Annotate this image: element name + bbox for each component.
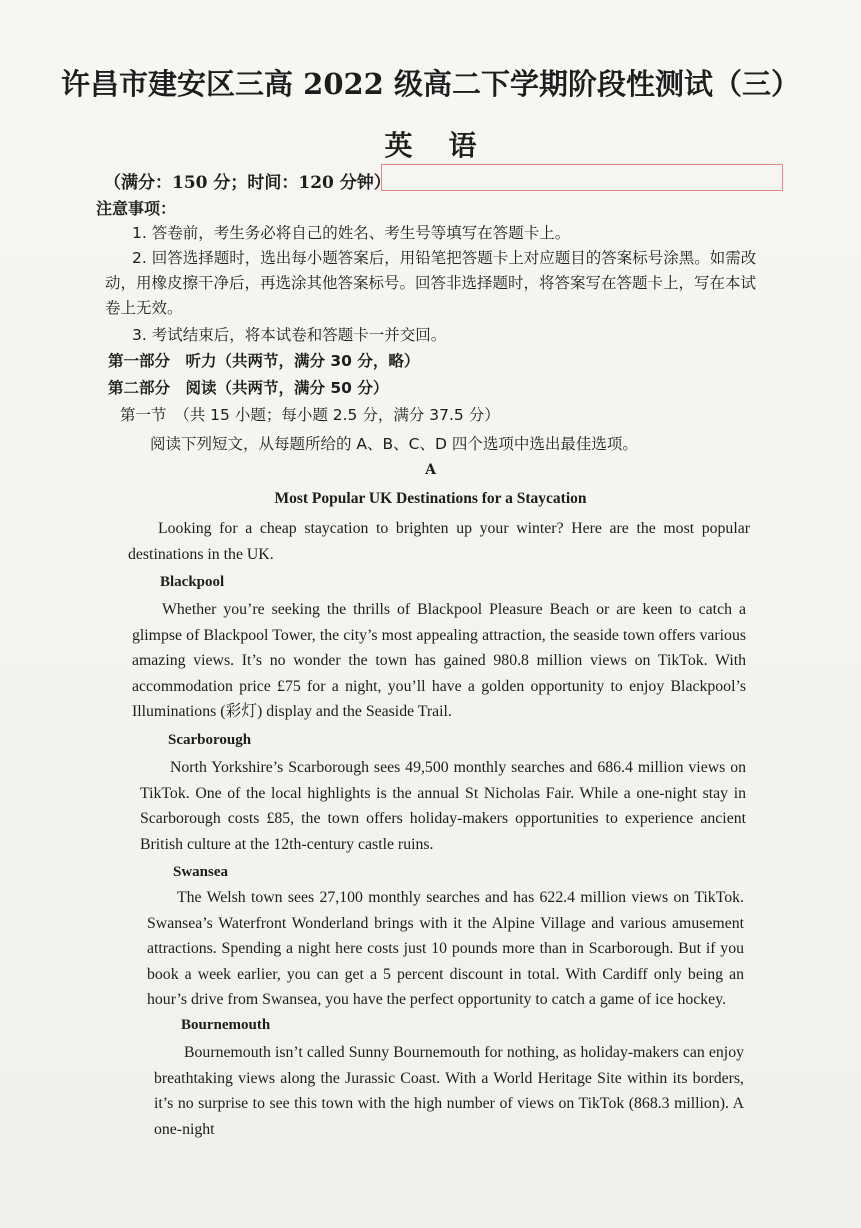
score-time-info: （满分：150 分；时间：120 分钟） — [104, 173, 391, 193]
section-body-swansea: The Welsh town sees 27,100 monthly searches and has 622.4 million views on TikTok. Swansea’s Waterfront Wonderland brings with it the Alpine Village and various amusement attractions. Spending a night here costs just 10 pounds more than in Scarborough. But if you book a week earlier, you can get a 5 percent discount in total. With Cardiff only being an hour’s drive from Swansea, you have the perfect opportunity to catch a game of ice hockey. — [147, 889, 744, 1009]
section-heading-blackpool: Blackpool — [160, 574, 225, 590]
reading-instruction: 阅读下列短文，从每题所给的 A、B、C、D 四个选项中选出最佳选项。 — [150, 435, 638, 453]
exam-title: 许昌市建安区三高 2022 级高二下学期阶段性测试（三） — [61, 67, 800, 101]
passage-title: Most Popular UK Destinations for a Staycation — [274, 490, 587, 507]
highlight-box — [381, 164, 783, 191]
part1-heading: 第一部分 听力（共两节，满分 30 分，略） — [108, 352, 420, 370]
note-item-1: 1. 答卷前，考生务必将自己的姓名、考生号等填写在答题卡上。 — [132, 224, 571, 242]
section-heading-swansea: Swansea — [173, 864, 229, 880]
note-item-2: 2. 回答选择题时，选出每小题答案后，用铅笔把答题卡上对应题目的答案标号涂黑。如需改动，用橡皮擦干净后，再选涂其他答案标号。回答非选择题时，将答案写在答题卡上，写在本试卷上无效。 — [105, 249, 757, 317]
passage-intro: Looking for a cheap staycation to brighten up your winter? Here are the most popular destinations in the UK. — [128, 520, 750, 563]
subject-title: 英语 — [384, 129, 513, 162]
section-body-bournemouth: Bournemouth isn’t called Sunny Bournemouth for nothing, as holiday-makers can enjoy breathtaking views along the Jurassic Coast. With a World Heritage Site within its borders, it’s no surprise to see this town with the high number of views on TikTok (868.3 million). A one-night — [154, 1044, 744, 1138]
section1-heading: 第一节 （共 15 小题；每小题 2.5 分，满分 37.5 分） — [120, 406, 500, 424]
section-body-blackpool: Whether you’re seeking the thrills of Blackpool Pleasure Beach or are keen to catch a glimpse of Blackpool Tower, the city’s most appealing attraction, the seaside town offers various amazing views. It’s no wonder the town has gained 980.8 million views on TikTok. With accommodation price £75 for a night, you’ll have a golden opportunity to enjoy Blackpool’s Illuminations (彩灯) display and the Seaside Trail. — [132, 601, 746, 721]
section-heading-bournemouth: Bournemouth — [181, 1017, 271, 1033]
note-item-3: 3. 考试结束后，将本试卷和答题卡一并交回。 — [132, 326, 447, 344]
section-body-scarborough: North Yorkshire’s Scarborough sees 49,500 monthly searches and 686.4 million views on TikTok. One of the local highlights is the annual St Nicholas Fair. While a one-night stay in Scarborough costs £85, the town offers holiday-makers opportunities to experience ancient British culture at the 12th-century castle ruins. — [140, 759, 746, 853]
section-heading-scarborough: Scarborough — [168, 732, 252, 748]
passage-letter: A — [425, 462, 436, 478]
notes-heading: 注意事项： — [96, 199, 177, 218]
part2-heading: 第二部分 阅读（共两节，满分 50 分） — [108, 379, 389, 397]
